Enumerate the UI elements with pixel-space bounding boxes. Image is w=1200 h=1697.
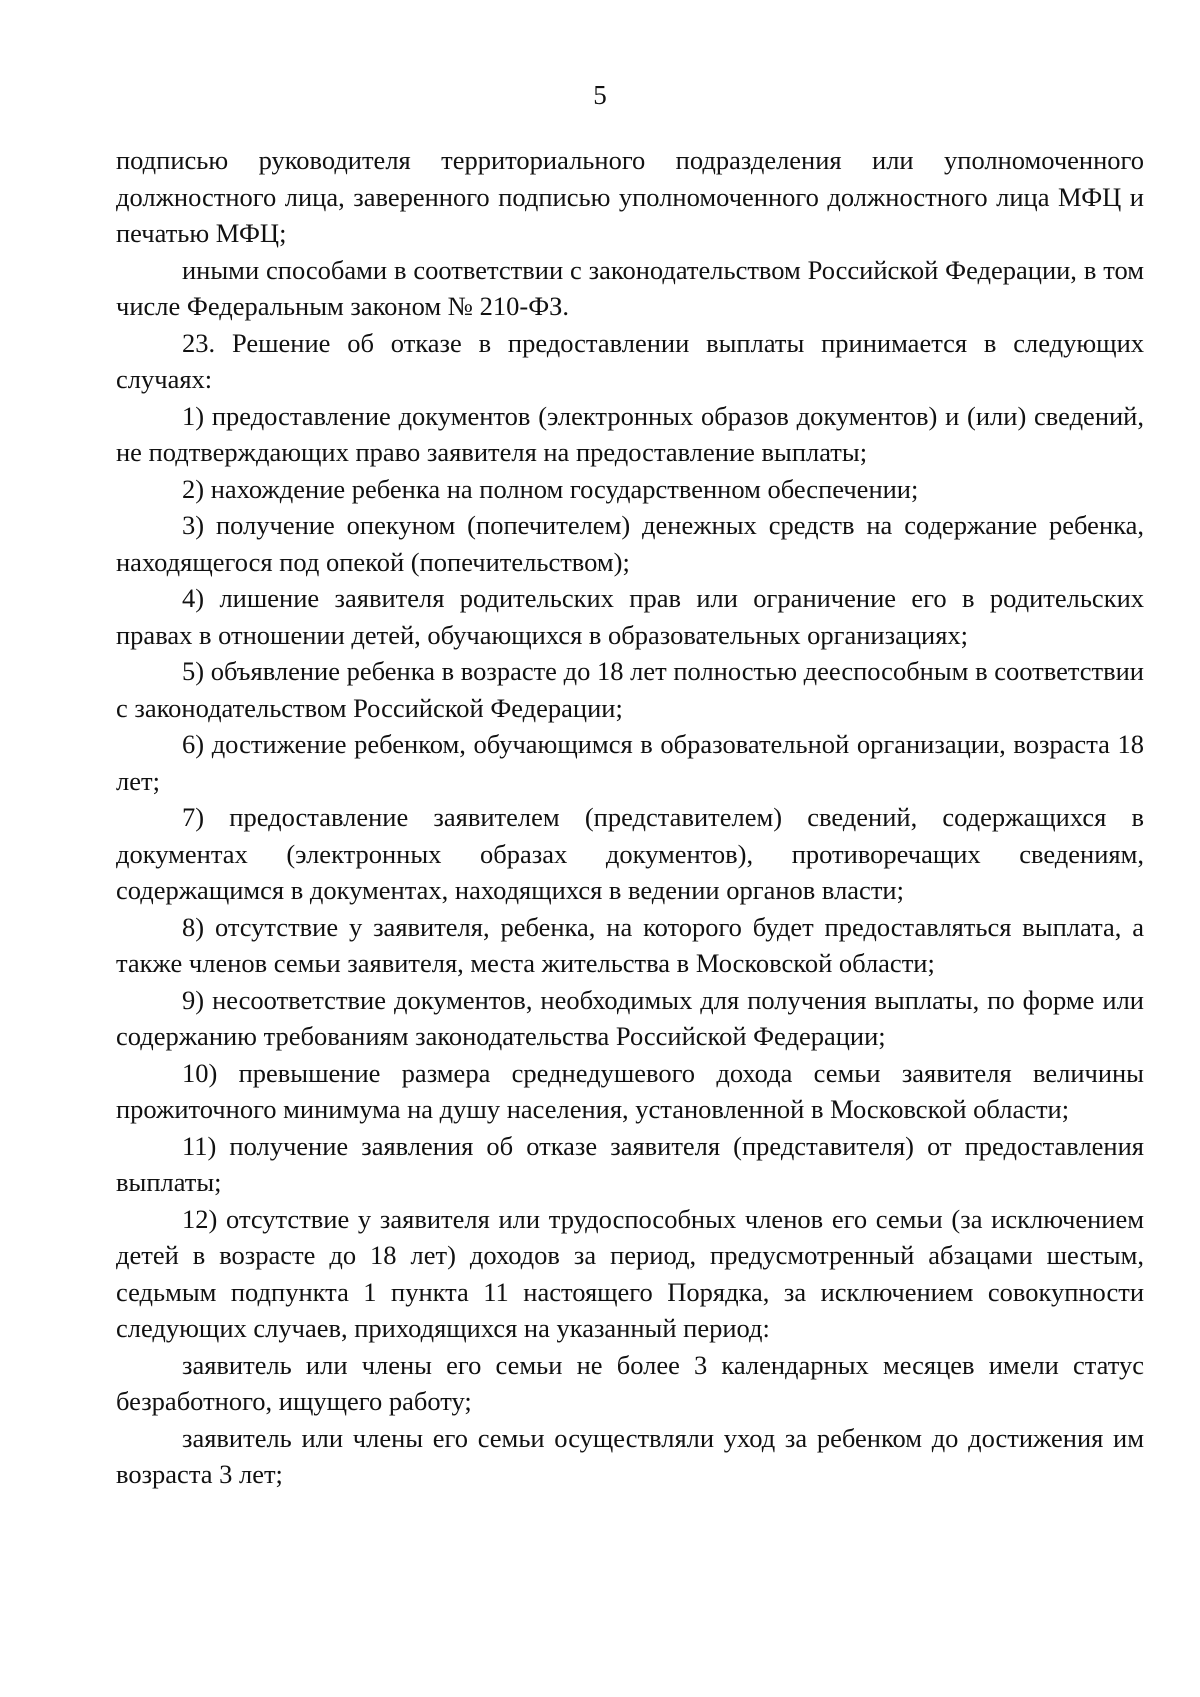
- list-item-8: 8) отсутствие у заявителя, ребенка, на которого будет предоставляться выплата, а также членов семьи заявителя, места жительства в Московской области;: [116, 911, 1144, 978]
- list-item-2: 2) нахождение ребенка на полном государственном обеспечении;: [182, 473, 919, 504]
- page-number: 5: [593, 80, 607, 110]
- list-item-11: 11) получение заявления об отказе заявителя (представителя) от предоставления выплаты;: [116, 1130, 1144, 1197]
- list-item-4: 4) лишение заявителя родительских прав или ограничение его в родительских правах в отношении детей, обучающихся в образовательных организациях;: [116, 583, 1144, 650]
- sub-item-childcare: заявитель или члены его семьи осуществляли уход за ребенком до достижения им возраста 3 лет;: [116, 1422, 1144, 1489]
- list-item-12: 12) отсутствие у заявителя или трудоспособных членов его семьи (за исключением детей в возрасте до 18 лет) доходов за период, предусмотренный абзацами шестым, седьмым подпункта 1 пункта 11 настоящего Порядка, за исключением совокупности следующих случаев, приходящихся на указанный период:: [116, 1203, 1144, 1343]
- list-item-9: 9) несоответствие документов, необходимых для получения выплаты, по форме или содержанию требованиям законодательства Российской Федерации;: [116, 984, 1144, 1051]
- list-item-10: 10) превышение размера среднедушевого дохода семьи заявителя величины прожиточного минимума на душу населения, установленной в Московской области;: [116, 1057, 1144, 1124]
- document-body: [116, 142, 1144, 1493]
- list-item-7: 7) предоставление заявителем (представителем) сведений, содержащихся в документах (электронных образах документов), противоречащих сведениям, содержащимся в документах, находящихся в ведении органов власти;: [116, 802, 1144, 905]
- list-item-5: 5) объявление ребенка в возрасте до 18 лет полностью дееспособным в соответствии с законодательством Российской Федерации;: [116, 656, 1144, 723]
- list-item-1: 1) предоставление документов (электронных образов документов) и (или) сведений, не подтверждающих право заявителя на предоставление выплаты;: [116, 400, 1144, 467]
- paragraph-signature-continuation: подписью руководителя территориального подразделения или уполномоченного должностного лица, заверенного подписью уполномоченного должностного лица МФЦ и печатью МФЦ;: [116, 145, 1144, 248]
- paragraph-other-methods: иными способами в соответствии с законодательством Российской Федерации, в том числе Федеральным законом № 210-ФЗ.: [116, 254, 1144, 321]
- list-item-3: 3) получение опекуном (попечителем) денежных средств на содержание ребенка, находящегося под опекой (попечительством);: [116, 510, 1144, 577]
- paragraph-23-refusal-grounds: 23. Решение об отказе в предоставлении выплаты принимается в следующих случаях:: [116, 327, 1144, 394]
- sub-item-unemployed: заявитель или члены его семьи не более 3 календарных месяцев имели статус безработного, ищущего работу;: [116, 1349, 1144, 1416]
- list-item-6: 6) достижение ребенком, обучающимся в образовательной организации, возраста 18 лет;: [116, 729, 1144, 796]
